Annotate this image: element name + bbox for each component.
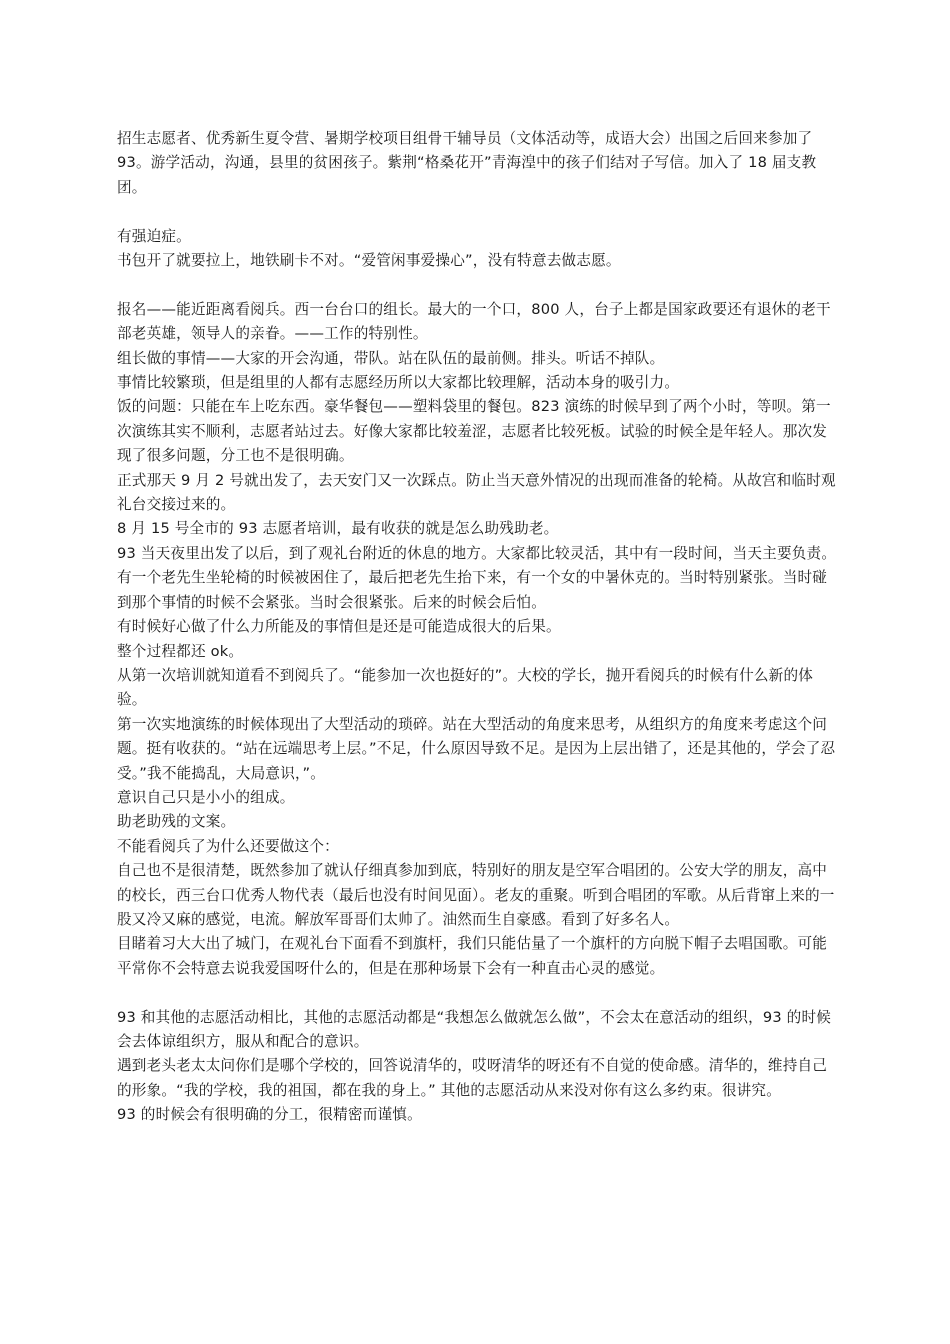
paragraph-why-question: 不能看阅兵了为什么还要做这个： xyxy=(117,837,339,855)
paragraph-tasks: 事情比较繁琐，但是组里的人都有志愿经历所以大家都比较理解，活动本身的吸引力。 xyxy=(117,374,680,392)
paragraph-intro: 招生志愿者、优秀新生夏令营、暑期学校项目组骨干辅导员（文体活动等，成语大会）出国之后回来参加了 93。游学活动，沟通，县里的贫困孩子。紫荆“格桑花开”青海湟中的孩子们结对子写信。加入了 18 届支教团。 xyxy=(117,130,818,196)
blank-line xyxy=(117,981,839,1005)
paragraph-division: 93 的时候会有很明确的分工，很精密而谨慎。 xyxy=(117,1106,422,1124)
paragraph-leader-duties: 组长做的事情——大家的开会沟通，带队。站在队伍的最前侧。排头。听话不掉队。 xyxy=(117,349,665,367)
paragraph-small-part: 意识自己只是小小的组成。 xyxy=(117,788,295,806)
paragraph-tsinghua: 遇到老头老太太问你们是哪个学校的，回答说清华的，哎呀清华的呀还有不自觉的使命感。清华的，维持自己的形象。“我的学校，我的祖国，都在我的身上。” 其他的志愿活动从来没对你有这么多约束。很讲究。 xyxy=(117,1057,828,1099)
document-body xyxy=(117,127,839,1128)
paragraph-formal-day: 正式那天 9 月 2 号就出发了，去天安门又一次踩点。防止当天意外情况的出现而准备的轮椅。从故宫和临时观礼台交接过来的。 xyxy=(117,471,836,514)
paragraph-event-night: 93 当天夜里出发了以后，到了观礼台附近的休息的地方。大家都比较灵活，其中有一段时间，当天主要负责。有一个老先生坐轮椅的时候被困住了，最后把老先生抬下来，有一个女的中暑休克的。当时特别紧张。当时碰到那个事情的时候不会紧张。当时会很紧张。后来的时候会后怕。 xyxy=(117,544,837,611)
paragraph-signup: 报名——能近距离看阅兵。西一台台口的组长。最大的一个口，800 人，台子上都是国家政要还有退休的老干部老英雄，领导人的亲眷。——工作的特别性。 xyxy=(117,300,831,343)
paragraph-why-answer: 自己也不是很清楚，既然参加了就认仔细真参加到底，特别好的朋友是空军合唱团的。公安大学的朋友，高中的校长，西三台口优秀人物代表（最后也没有时间见面）。老友的重聚。听到合唱团的军歌。从后背窜上来的一股又冷又麻的感觉，电流。解放军哥哥们太帅了。油然而生自豪感。看到了好多名人。 xyxy=(117,862,835,928)
blank-line xyxy=(117,200,839,224)
paragraph-no-parade: 从第一次培训就知道看不到阅兵了。“能参加一次也挺好的”。大校的学长，抛开看阅兵的时候有什么新的体验。 xyxy=(117,666,814,709)
paragraph-habits: 书包开了就要拉上，地铁刷卡不对。“爱管闲事爱操心”，没有特意去做志愿。 xyxy=(117,252,621,270)
paragraph-training: 8 月 15 号全市的 93 志愿者培训，最有收获的就是怎么助残助老。 xyxy=(117,520,559,538)
paragraph-rehearsal: 第一次实地演练的时候体现出了大型活动的琐碎。站在大型活动的角度来思考，从组织方的角度来考虑这个问题。挺有收获的。“站在远端思考上层。”不足，什么原因导致不足。是因为上层出错了，还是其他的，学会了忍受。”我不能捣乱，大局意识，”。 xyxy=(117,715,836,782)
paragraph-anthem: 目睹着习大大出了城门，在观礼台下面看不到旗杆，我们只能估量了一个旗杆的方向脱下帽子去唱国歌。可能平常你不会特意去说我爱国呀什么的，但是在那种场景下会有一种直击心灵的感觉。 xyxy=(117,935,828,977)
paragraph-consequences: 有时候好心做了什么力所能及的事情但是还是可能造成很大的后果。 xyxy=(117,618,561,636)
blank-line xyxy=(117,273,839,297)
paragraph-meals: 饭的问题：只能在车上吃东西。豪华餐包——塑料袋里的餐包。823 演练的时候早到了两个小时，等呗。第一次演练其实不顺利，志愿者站过去。好像大家都比较羞涩，志愿者比较死板。试验的时候全是年轻人。那次发现了很多问题，分工也不是很明确。 xyxy=(117,398,831,465)
paragraph-comparison: 93 和其他的志愿活动相比，其他的志愿活动都是“我想怎么做就怎么做”，不会太在意活动的组织，93 的时候会去体谅组织方，服从和配合的意识。 xyxy=(117,1008,832,1050)
paragraph-process-ok: 整个过程都还 ok。 xyxy=(117,642,244,660)
paragraph-copywriting: 助老助残的文案。 xyxy=(117,813,236,831)
paragraph-ocd: 有强迫症。 xyxy=(117,227,191,245)
